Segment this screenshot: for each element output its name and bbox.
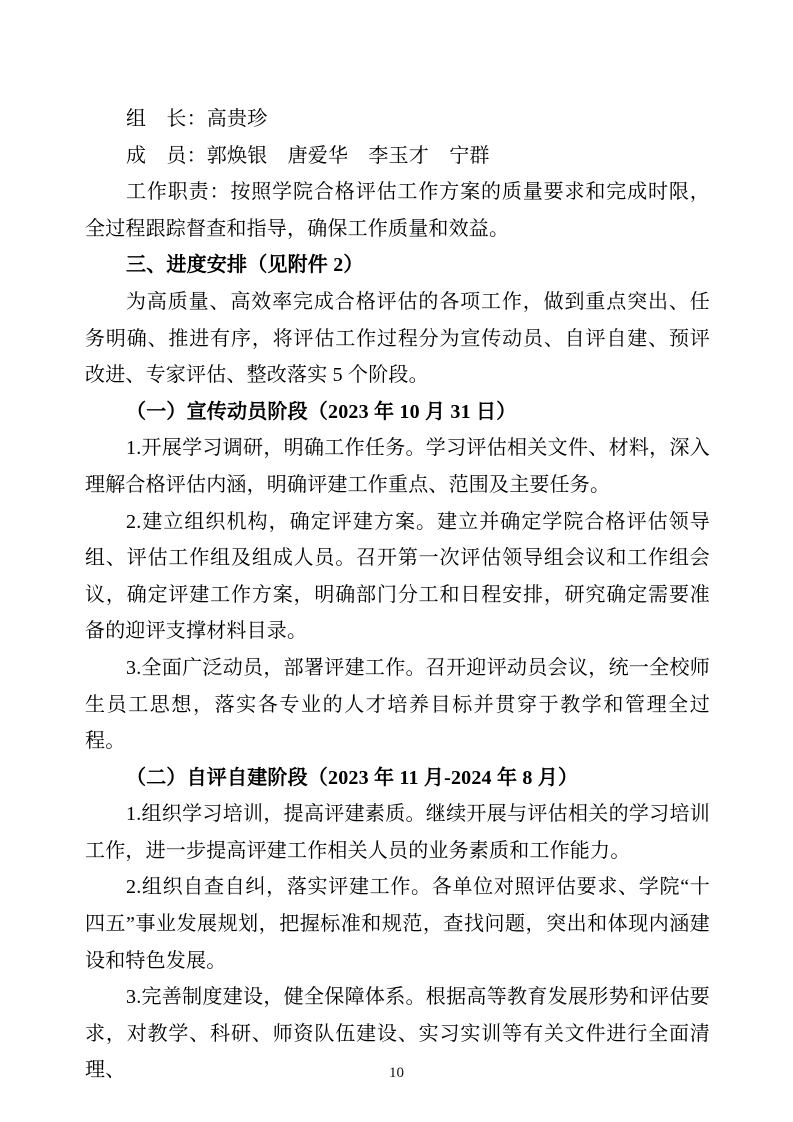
page-number: 10 [389, 1065, 404, 1081]
section-heading: （二）自评自建阶段（2023 年 11 月-2024 年 8 月） [126, 766, 579, 789]
body-paragraph: 3.全面广泛动员，部署评建工作。召开迎评动员会议，统一全校师生员工思想，落实各专业的人才培养目标并贯穿于教学和管理全过程。 [85, 656, 710, 753]
body-paragraph: 成 员：郭焕银 唐爱华 李玉才 宁群 [126, 144, 490, 167]
body-paragraph: 3.完善制度建设，健全保障体系。根据高等教育发展形势和评估要求，对教学、科研、师资队伍建设、实习实训等有关文件进行全面清理、 [85, 986, 710, 1082]
body-paragraph: 组 长：高贵珍 [126, 108, 268, 130]
body-paragraph: 为高质量、高效率完成合格评估的各项工作，做到重点突出、任务明确、推进有序，将评估工作过程分为宣传动员、自评自建、预评改进、专家评估、整改落实 5 个阶段。 [85, 290, 710, 387]
body-paragraph: 1.组织学习培训，提高评建素质。继续开展与评估相关的学习培训工作，进一步提高评建工作相关人员的业务素质和工作能力。 [85, 803, 710, 862]
document-body [85, 101, 710, 1089]
body-paragraph: 1.开展学习调研，明确工作任务。学习评估相关文件、材料，深入理解合格评估内涵，明确评建工作重点、范围及主要任务。 [85, 437, 710, 496]
body-paragraph: 工作职责：按照学院合格评估工作方案的质量要求和完成时限，全过程跟踪督查和指导，确保工作质量和效益。 [85, 181, 710, 240]
section-heading: （一）宣传动员阶段（2023 年 10 月 31 日） [126, 400, 517, 423]
body-paragraph: 2.组织自查自纠，落实评建工作。各单位对照评估要求、学院“十四五”事业发展规划，把握标准和规范，查找问题，突出和体现内涵建设和特色发展。 [85, 876, 710, 972]
section-heading: 三、进度安排（见附件 2） [126, 254, 364, 277]
body-paragraph: 2.建立组织机构，确定评建方案。建立并确定学院合格评估领导组、评估工作组及组成人员。召开第一次评估领导组会议和工作组会议，确定评建工作方案，明确部门分工和日程安排，研究确定需要准备的迎评支撑材料目录。 [85, 510, 710, 643]
